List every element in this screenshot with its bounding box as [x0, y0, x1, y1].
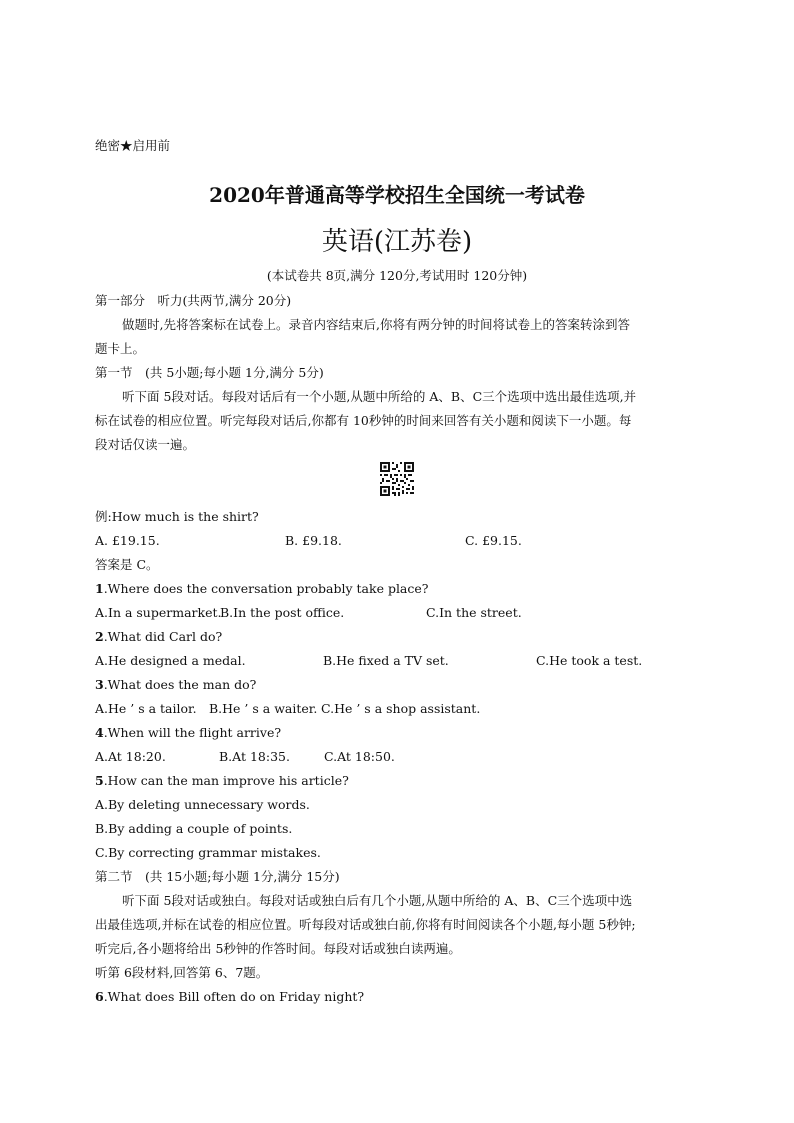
option-a: A.In a supermarket. — [95, 605, 222, 620]
qr-code-icon — [380, 462, 414, 496]
question-5 — [95, 773, 349, 789]
option-b: B.He ’ s a waiter. — [209, 701, 318, 716]
question-2 — [95, 629, 222, 645]
subject-title: 英语(江苏卷) — [321, 227, 473, 257]
exam-title: 2020年普通高等学校招生全国统一考试卷 — [209, 183, 585, 207]
part1-instructions-line1: 做题时,先将答案标在试卷上。录音内容结束后,你将有两分钟的时间将试卷上的答案转涂到答 — [122, 317, 630, 332]
question-number: 5 — [95, 773, 104, 788]
section2-heading: 第二节 (共 15小题;每小题 1分,满分 15分) — [95, 869, 340, 884]
section2-instructions-line3: 听完后,各小题将给出 5秒钟的作答时间。每段对话或独白读两遍。 — [95, 941, 461, 956]
question-3 — [95, 677, 256, 693]
question-5-option-a: A.By deleting unnecessary words. — [95, 797, 310, 812]
question-number: 3 — [95, 677, 104, 692]
question-text: .What does the man do? — [103, 677, 257, 692]
question-text: .Where does the conversation probably take place? — [103, 581, 429, 596]
section1-instructions-line2: 标在试卷的相应位置。听完每段对话后,你都有 10秒钟的时间来回答有关小题和阅读下一小题。每 — [95, 413, 632, 428]
question-number: 2 — [95, 629, 104, 644]
question-1 — [95, 581, 429, 597]
option-b: B.At 18:35. — [219, 749, 290, 764]
question-text: .How can the man improve his article? — [103, 773, 349, 788]
question-4 — [95, 725, 281, 741]
section2-instructions-line1: 听下面 5段对话或独白。每段对话或独白后有几个小题,从题中所给的 A、B、C三个选项中选 — [122, 893, 633, 908]
example-option-a: A. £19.15. — [95, 533, 160, 548]
option-a: A.At 18:20. — [95, 749, 166, 764]
question-text: .What did Carl do? — [103, 629, 223, 644]
exam-info: (本试卷共 8页,满分 120分,考试用时 120分钟) — [266, 268, 528, 283]
section1-instructions-line3: 段对话仅读一遍。 — [95, 437, 196, 452]
part1-instructions-line2: 题卡上。 — [95, 341, 146, 356]
example-option-b: B. £9.18. — [285, 533, 342, 548]
question-5-option-c: C.By correcting grammar mistakes. — [95, 845, 321, 860]
option-c: C.In the street. — [426, 605, 522, 620]
question-6 — [95, 989, 364, 1005]
option-c: C.At 18:50. — [324, 749, 395, 764]
section1-heading: 第一节 (共 5小题;每小题 1分,满分 5分) — [95, 365, 324, 380]
part1-heading: 第一部分 听力(共两节,满分 20分) — [95, 293, 292, 308]
example-option-c: C. £9.15. — [465, 533, 522, 548]
option-b: B.He fixed a TV set. — [323, 653, 449, 668]
section1-instructions-line1: 听下面 5段对话。每段对话后有一个小题,从题中所给的 A、B、C三个选项中选出最佳选项,并 — [122, 389, 637, 404]
option-a: A.He ’ s a tailor. — [95, 701, 197, 716]
option-c: C.He took a test. — [536, 653, 643, 668]
option-a: A.He designed a medal. — [95, 653, 246, 668]
section2-instructions-line2: 出最佳选项,并标在试卷的相应位置。听每段对话或独白前,你将有时间阅读各个小题,每小题 5秒钟; — [95, 917, 636, 932]
example-answer: 答案是 C。 — [95, 557, 159, 572]
question-text: .When will the flight arrive? — [103, 725, 282, 740]
secret-label: 绝密★启用前 — [95, 138, 171, 153]
material-6-heading: 听第 6段材料,回答第 6、7题。 — [95, 965, 269, 980]
question-5-option-b: B.By adding a couple of points. — [95, 821, 293, 836]
question-number: 1 — [95, 581, 104, 596]
question-text: .What does Bill often do on Friday night? — [103, 989, 365, 1004]
question-number: 4 — [95, 725, 104, 740]
option-c: C.He ’ s a shop assistant. — [321, 701, 481, 716]
example-question: 例:How much is the shirt? — [95, 509, 259, 524]
option-b: B.In the post office. — [220, 605, 345, 620]
question-number: 6 — [95, 989, 104, 1004]
